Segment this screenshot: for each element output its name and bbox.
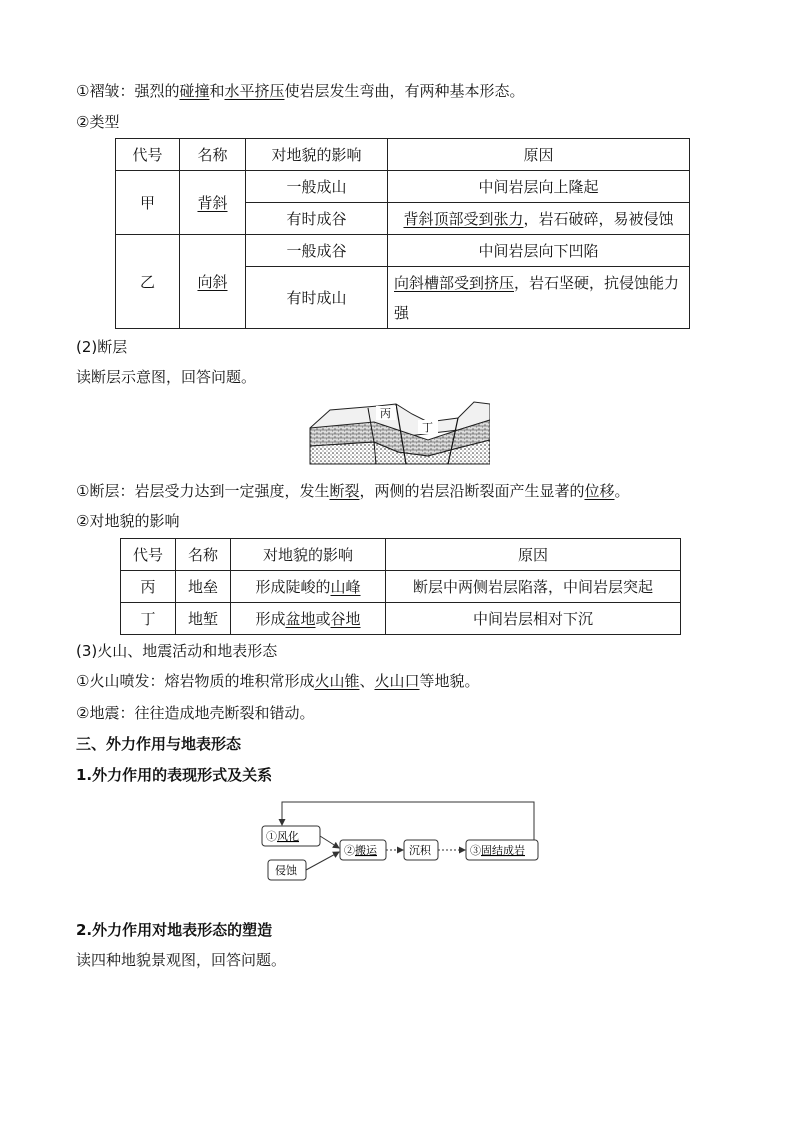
effect-cell: 有时成山 xyxy=(246,267,388,329)
reason-cell xyxy=(388,267,690,329)
earthquake-paragraph: ②地震：往往造成地壳断裂和错动。 xyxy=(76,704,315,722)
subsection-heading: 2.外力作用对地表形态的塑造 xyxy=(76,921,273,939)
external-force-flow-diagram xyxy=(256,798,546,902)
fault-definition xyxy=(76,480,630,502)
underlined-term: 盆地 xyxy=(285,609,316,628)
subsection-heading: 1.外力作用的表现形式及关系 xyxy=(76,766,273,784)
label-transport: 搬运 xyxy=(355,844,377,857)
underlined-term: 向斜槽部受到挤压 xyxy=(394,273,515,292)
text: 和 xyxy=(209,82,225,100)
fault-effect-heading: ②对地貌的影响 xyxy=(76,512,180,530)
label-ding: 丁 xyxy=(422,421,433,434)
text: 或 xyxy=(315,609,331,628)
landform-intro: 读四种地貌景观图，回答问题。 xyxy=(76,951,287,969)
code-cell: 乙 xyxy=(116,235,180,329)
reason-cell: 中间岩层相对下沉 xyxy=(386,603,681,635)
text: 使岩层发生弯曲，有两种基本形态。 xyxy=(284,82,525,100)
table-header-row xyxy=(116,139,690,171)
underlined-term: 水平挤压 xyxy=(224,82,285,100)
effect-cell: 有时成谷 xyxy=(246,203,388,235)
name-cell xyxy=(180,171,246,235)
label-prefix: ① xyxy=(266,830,277,843)
text: ，岩石破碎，易被侵蚀 xyxy=(523,209,674,228)
effect-cell: 一般成山 xyxy=(246,171,388,203)
underlined-term: 火山锥 xyxy=(314,672,360,690)
table-row xyxy=(121,571,681,603)
table-row xyxy=(121,603,681,635)
section-heading: 三、外力作用与地表形态 xyxy=(76,735,242,753)
header-cell: 对地貌的影响 xyxy=(246,139,388,171)
code-cell: 丁 xyxy=(121,603,176,635)
header-cell: 名称 xyxy=(180,139,246,171)
table-row xyxy=(116,235,690,267)
name-cell xyxy=(180,235,246,329)
fold-table xyxy=(115,138,690,329)
name-cell: 地堑 xyxy=(176,603,231,635)
text: ，岩石坚硬，抗侵蚀能力强 xyxy=(394,273,680,322)
effect-cell: 一般成谷 xyxy=(246,235,388,267)
reason-cell: 中间岩层向上隆起 xyxy=(388,171,690,203)
svg-text:①风化 xyxy=(266,829,299,843)
svg-text:②搬运 xyxy=(344,843,378,857)
volcano-heading: (3)火山、地震活动和地表形态 xyxy=(76,642,278,660)
fault-table xyxy=(120,538,681,635)
underlined-term: 位移 xyxy=(584,482,615,500)
text: ①褶皱：强烈的 xyxy=(76,82,180,100)
underlined-term: 背斜顶部受到张力 xyxy=(403,209,524,228)
text: ，两侧的岩层沿断裂面产生显著的 xyxy=(359,482,585,500)
label-prefix: ③ xyxy=(470,844,481,857)
underlined-term: 背斜 xyxy=(197,193,228,212)
reason-cell: 中间岩层向下凹陷 xyxy=(388,235,690,267)
table-row xyxy=(116,171,690,203)
effect-cell xyxy=(231,571,386,603)
underlined-term: 碰撞 xyxy=(179,82,210,100)
underlined-term: 向斜 xyxy=(197,272,228,291)
label-weathering: 风化 xyxy=(277,830,299,843)
header-cell: 代号 xyxy=(121,539,176,571)
text: 形成 xyxy=(255,609,286,628)
text: ①火山喷发：熔岩物质的堆积常形成 xyxy=(76,672,315,690)
fold-types-heading: ②类型 xyxy=(76,113,120,131)
text: 。 xyxy=(614,482,630,500)
reason-cell xyxy=(388,203,690,235)
volcano-paragraph xyxy=(76,670,480,692)
label-erosion: 侵蚀 xyxy=(275,864,297,877)
label-prefix: ② xyxy=(344,844,355,857)
underlined-term: 谷地 xyxy=(330,609,361,628)
effect-cell xyxy=(231,603,386,635)
fold-definition xyxy=(76,80,525,102)
header-cell: 对地貌的影响 xyxy=(231,539,386,571)
label-deposition: 沉积 xyxy=(409,844,431,857)
fault-heading: (2)断层 xyxy=(76,338,128,356)
reason-cell: 断层中两侧岩层陷落，中间岩层突起 xyxy=(386,571,681,603)
header-cell: 原因 xyxy=(388,139,690,171)
label-consolidation: 固结成岩 xyxy=(481,844,525,857)
text: 等地貌。 xyxy=(419,672,480,690)
table-header-row xyxy=(121,539,681,571)
label-bing: 丙 xyxy=(380,407,391,420)
code-cell: 甲 xyxy=(116,171,180,235)
text: 形成陡峻的 xyxy=(255,577,331,596)
underlined-term: 火山口 xyxy=(374,672,420,690)
name-cell: 地垒 xyxy=(176,571,231,603)
text: 、 xyxy=(359,672,375,690)
fault-block-diagram xyxy=(308,400,490,466)
header-cell: 代号 xyxy=(116,139,180,171)
code-cell: 丙 xyxy=(121,571,176,603)
text: ①断层：岩层受力达到一定强度，发生 xyxy=(76,482,330,500)
underlined-term: 断裂 xyxy=(329,482,360,500)
header-cell: 原因 xyxy=(386,539,681,571)
underlined-term: 山峰 xyxy=(330,577,361,596)
header-cell: 名称 xyxy=(176,539,231,571)
svg-text:③固结成岩 xyxy=(470,843,525,857)
fault-intro: 读断层示意图，回答问题。 xyxy=(76,368,257,386)
